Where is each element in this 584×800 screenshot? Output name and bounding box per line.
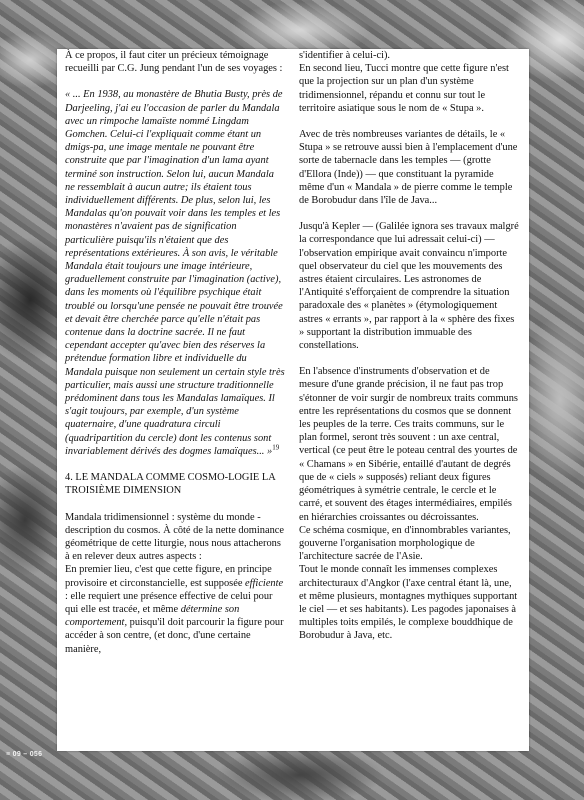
right-column — [299, 49, 519, 643]
first-aspect-text-c: puisqu'il doit parcourir la figure pour accéder à son centre, (et donc, d'une certaine manière, — [65, 617, 284, 655]
first-aspect-text-b: : elle requiert une présence effective de celui pour qui elle est tracée, et même — [65, 590, 273, 615]
angkor-paragraph: Tout le monde connaît les immenses complexes architecturaux d'Angkor (l'axe central étant là, une, et même plusieurs, montagnes mythiques supportant le ciel — et ses habitants). Les pagodes japonaises à multiples toits empilés, le complexe bouddhique de Borobudur à Java, etc. — [299, 564, 518, 642]
continuation-paragraph: s'identifier à celui-ci). — [299, 50, 391, 61]
stupa-paragraph: Avec de très nombreuses variantes de détails, le « Stupa » se retrouve aussi bien à l'emplacement d'une sorte de tabernacle dans les temples — (grotte d'Ellora (Inde)) — que constituant la pyramide même d'un « Mandala » de pierre comme le temple de Borobudur dans l'île de Java... — [299, 129, 518, 207]
jung-quote — [65, 88, 285, 458]
page-code: ≡ 09 – 056 — [6, 751, 43, 758]
first-aspect-emphasis-2: détermine son comportement, — [65, 603, 240, 629]
text-panel — [57, 49, 529, 751]
tucci-paragraph: En second lieu, Tucci montre que cette figure n'est que la projection sur un plan d'un système tridimensionnel, répandu et connu sur tout le territoire asiatique sous le nom de « Stupa ». — [299, 63, 509, 114]
section-heading: 4. LE MANDALA COMME COSMO-LOGIE LA TROISIÈME DIMENSION — [65, 472, 276, 497]
common-traits-paragraph: En l'absence d'instruments d'observation et de mesure d'une grande précision, il ne faut pas trop s'étonner de voir surgir de nombreux traits communs entre les représentations du cosmos que se donnent les peuples de la terre. Ces traits communs, sur le plan formel, seront très souvent : un axe central, vertical (ce peut être le poteau central des yourtes de « Chamans » en Sibérie, entaillé d'autant de degrés que de « ciels » supposés) reliant deux figures géométriques à symétrie centrale, le cercle et le carré, et souvent des étages intermédiaires, empilés en hiérarchies croissantes ou décroissantes. — [299, 366, 518, 523]
kepler-paragraph: Jusqu'à Kepler — (Galilée ignora ses travaux malgré la correspondance que lui adressait celui-ci) — l'observation empirique avait convaincu n'importe quel observateur du ciel que les mouvements des astres étaient circulaires. Les astronomes de l'Antiquité s'efforçaient de comprendre la situation paradoxale des « planètes » (étymologiquement astres « errants », par rapport à la « sphère des fixes » supportant la distribution immuable des constellations. — [299, 221, 519, 352]
first-aspect-paragraph — [65, 563, 285, 655]
left-column — [65, 49, 285, 656]
first-aspect-emphasis-1: efficiente — [245, 577, 284, 589]
jung-quote-text: « ... En 1938, au monastère de Bhutia Busty, près de Darjeeling, j'ai eu l'occasion de parler du Mandala avec un rimpoche lamaïste nommé Lingdam Gomchen. Celui-ci l'expliquait comme étant un dmigs-pa, une image mentale ne pouvant être construite que par l'imagination d'un lama ayant terminé son instruction. Selon lui, aucun Mandala ne ressemblait à aucun autre; ils étaient tous individuellement différents. De plus, selon lui, les Mandalas qu'on pouvait voir dans les temples et les monastères n'avaient pas de signification particulière puisqu'ils n'étaient que des représentations extérieures. À son avis, le véritable Mandala était toujours une image intérieure, graduellement construite par l'imagination (active), dans les moments où l'équilibre psychique était troublé ou lorsqu'une pensée ne pouvait être trouvée et devait être cherchée parce qu'elle n'était pas contenue dans la doctrine sacrée. Il ne faut cependant accepter qu'avec bien des réserves la prétendue formation libre et individuelle du Mandala puisque non seulement un certain style très particulier, mais aussi une structure traditionnelle prédominent dans tous les Mandalas lamaïques. Il s'agit toujours, par exemple, d'un système quaternaire, d'une quadratura circuli (quadripartition du cercle) dont les contenus sont invariablement dérivés des dogmes lamaïques... » — [65, 89, 285, 457]
footnote-ref: 19 — [272, 443, 280, 452]
intro-paragraph: À ce propos, il faut citer un précieux témoignage recueilli par C.G. Jung pendant l'un de ses voyages : — [65, 50, 283, 75]
cosmic-scheme-paragraph: Ce schéma cosmique, en d'innombrables variantes, gouverne l'organisation morphologique de l'architecture sacrée de l'Asie. — [299, 524, 511, 563]
tridimensional-paragraph: Mandala tridimensionnel : système du monde - description du cosmos. À côté de la nette dominance géométrique de cette liturgie, nous nous attacherons à en relever deux autres aspects : — [65, 511, 285, 563]
first-aspect-text-a: En premier lieu, c'est que cette figure, en principe provisoire et circonstancielle, est supposée — [65, 564, 272, 589]
